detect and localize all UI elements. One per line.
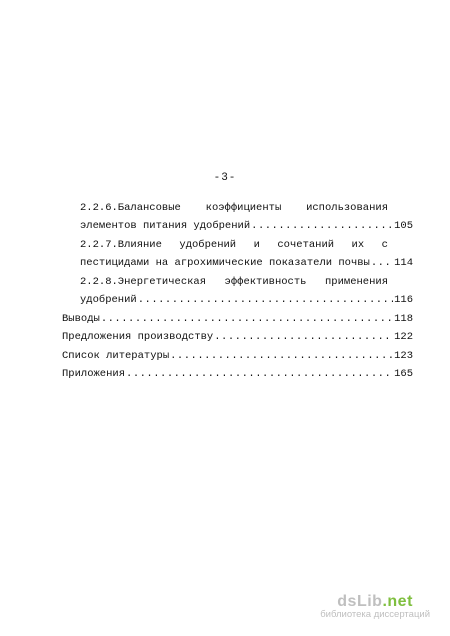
toc-page-number: 118 xyxy=(394,313,413,325)
toc-entry-literature xyxy=(62,349,413,363)
toc-entry-text: Выводы xyxy=(62,313,100,325)
toc-word: их xyxy=(351,239,365,251)
toc-word: сочетаний xyxy=(277,239,335,251)
toc-entry-conclusions xyxy=(62,312,413,326)
toc-word: 2.2.8.Энергетическая xyxy=(80,276,207,288)
dot-leader xyxy=(126,367,393,381)
toc-entry-2-2-6-line1 xyxy=(80,201,388,215)
dot-leader xyxy=(101,312,393,326)
toc-entry-text: Приложения xyxy=(62,368,126,380)
dslib-watermark xyxy=(320,593,430,620)
toc-word: с xyxy=(381,239,388,251)
toc-word: 2.2.6.Балансовые xyxy=(80,202,181,214)
toc-entry-2-2-7-line2 xyxy=(80,256,413,270)
toc-word: эффективность xyxy=(224,276,307,288)
toc-word: коэффициенты xyxy=(205,202,282,214)
toc-word: 2.2.7.Влияние xyxy=(80,239,162,251)
toc-entry-text: Список литературы xyxy=(62,350,170,362)
toc-entry-2-2-7-line1 xyxy=(80,238,388,252)
page-number: -3- xyxy=(213,172,237,184)
toc-entry-proposals xyxy=(62,330,413,344)
toc-word: применения xyxy=(324,276,388,288)
toc-page-number: 114 xyxy=(394,257,413,269)
toc-entry-text: Предложения производству xyxy=(62,331,214,343)
toc-entry-2-2-8-line1 xyxy=(80,275,388,289)
toc-page-number: 116 xyxy=(394,294,413,306)
toc-entry-text: пестицидами на агрохимические показатели почвы xyxy=(80,257,370,269)
dot-leader xyxy=(371,256,393,270)
dot-leader xyxy=(138,293,393,307)
logo-main: dsLib xyxy=(337,593,383,610)
toc-entry-appendix xyxy=(62,367,413,381)
toc-entry-text: удобрений xyxy=(80,294,137,306)
dot-leader xyxy=(251,219,393,233)
toc-word: использования xyxy=(306,202,388,214)
toc-entry-text: элементов питания удобрений xyxy=(80,220,251,232)
watermark-subtitle: библиотека диссертаций xyxy=(320,609,430,620)
toc-entry-2-2-8-line2 xyxy=(80,293,413,307)
toc-word: удобрений xyxy=(179,239,237,251)
toc-page-number: 105 xyxy=(394,220,413,232)
dot-leader xyxy=(170,349,393,363)
logo-tld: .net xyxy=(382,593,413,610)
toc-page-number: 123 xyxy=(394,350,413,362)
toc-word: и xyxy=(253,239,260,251)
toc-page-number: 122 xyxy=(394,331,413,343)
toc-entry-2-2-6-line2 xyxy=(80,219,413,233)
toc-page-number: 165 xyxy=(394,368,413,380)
dot-leader xyxy=(214,330,393,344)
